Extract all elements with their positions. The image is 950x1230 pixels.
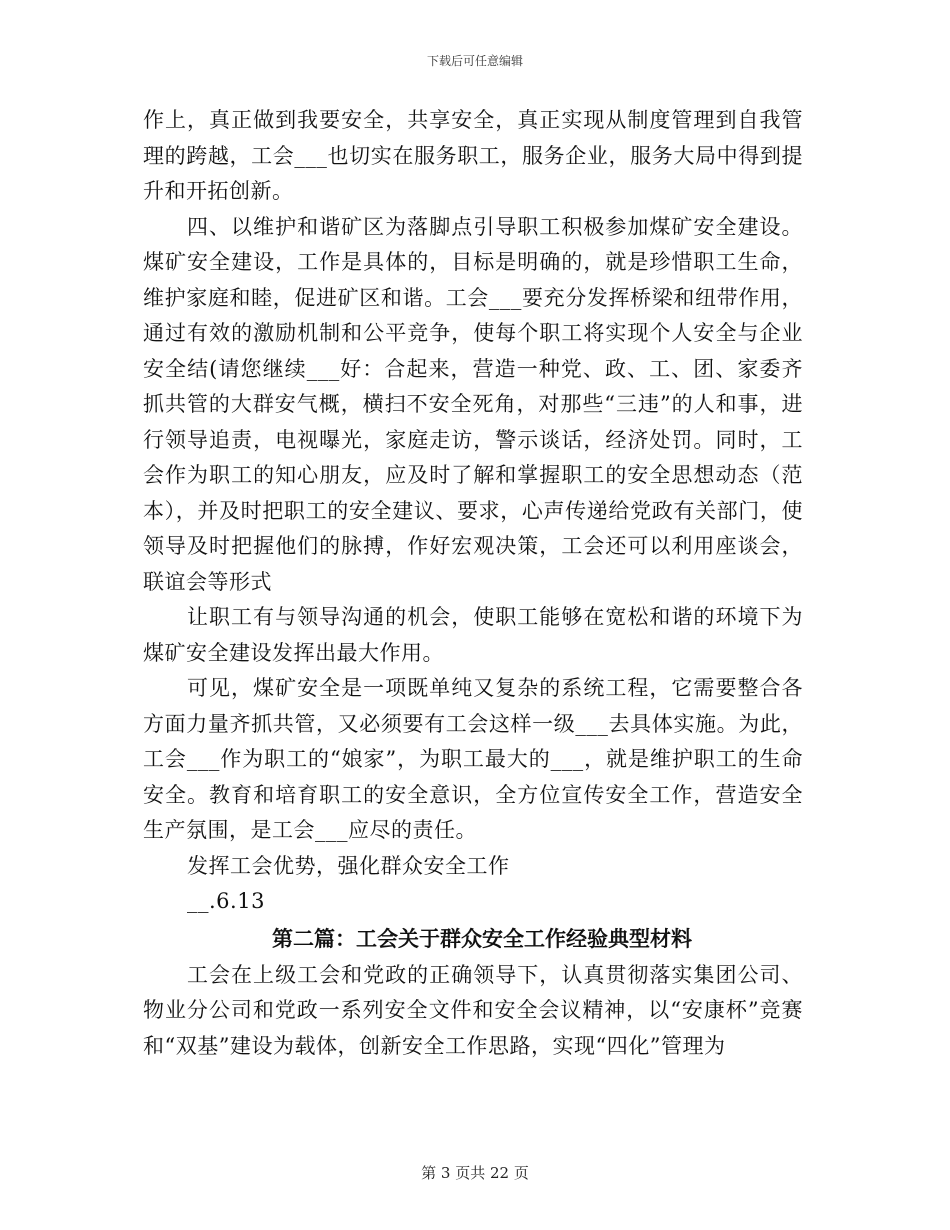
paragraph-continuation: 作上，真正做到我要安全，共享安全，真正实现从制度管理到自我管理的跨越，工会___也切实在服务职工，服务企业，服务大局中得到提升和开拓创新。 bbox=[143, 108, 803, 203]
document-body bbox=[143, 103, 803, 1064]
paragraph-date: __.6.13 bbox=[187, 889, 265, 913]
paragraph-section-two-intro: 工会在上级工会和党政的正确领导下，认真贯彻落实集团公司、物业分公司和党政一系列安全文件和安全会议精神，以“安康杯”竞赛和“双基”建设为载体，创新安全工作思路，实现“四化”管理为 bbox=[143, 962, 803, 1058]
paragraph-conclusion: 可见，煤矿安全是一项既单纯又复杂的系统工程，它需要整合各方面力量齐抓共管，又必须要有工会这样一级___去具体实施。为此，工会___作为职工的“娘家”，为职工最大的___，就是维护职工的生命安全。教育和培育职工的安全意识，全方位宣传安全工作，营造安全生产氛围，是工会___应尽的责任。 bbox=[143, 676, 803, 842]
page-header: 下载后可任意编辑 bbox=[426, 54, 523, 68]
page-footer: 第 3 页共 22 页 bbox=[421, 1164, 529, 1182]
paragraph-signature-title: 发挥工会优势，强化群众安全工作 bbox=[187, 853, 510, 878]
section-title: 第二篇：工会关于群众安全工作经验典型材料 bbox=[272, 925, 692, 951]
paragraph-section-four: 四、以维护和谐矿区为落脚点引导职工积极参加煤矿安全建设。煤矿安全建设，工作是具体的，目标是明确的，就是珍惜职工生命，维护家庭和睦，促进矿区和谐。工会___要充分发挥桥梁和纽带作用，通过有效的激励机制和公平竞争，使每个职工将实现个人安全与企业安全结(请您继续___好：合起来，营造一种党、政、工、团、家委齐抓共管的大群安气概，横扫不安全死角，对那些“三违”的人和事，进行领导追责，电视曝光，家庭走访，警示谈话，经济处罚。同时，工会作为职工的知心朋友，应及时了解和掌握职工的安全思想动态（范本），并及时把职工的安全建议、要求，心声传递给党政有关部门，使领导及时把握他们的脉搏，作好宏观决策，工会还可以利用座谈会，联谊会等形式 bbox=[143, 214, 803, 594]
paragraph-communication: 让职工有与领导沟通的机会，使职工能够在宽松和谐的环境下为煤矿安全建设发挥出最大作用。 bbox=[143, 605, 803, 665]
